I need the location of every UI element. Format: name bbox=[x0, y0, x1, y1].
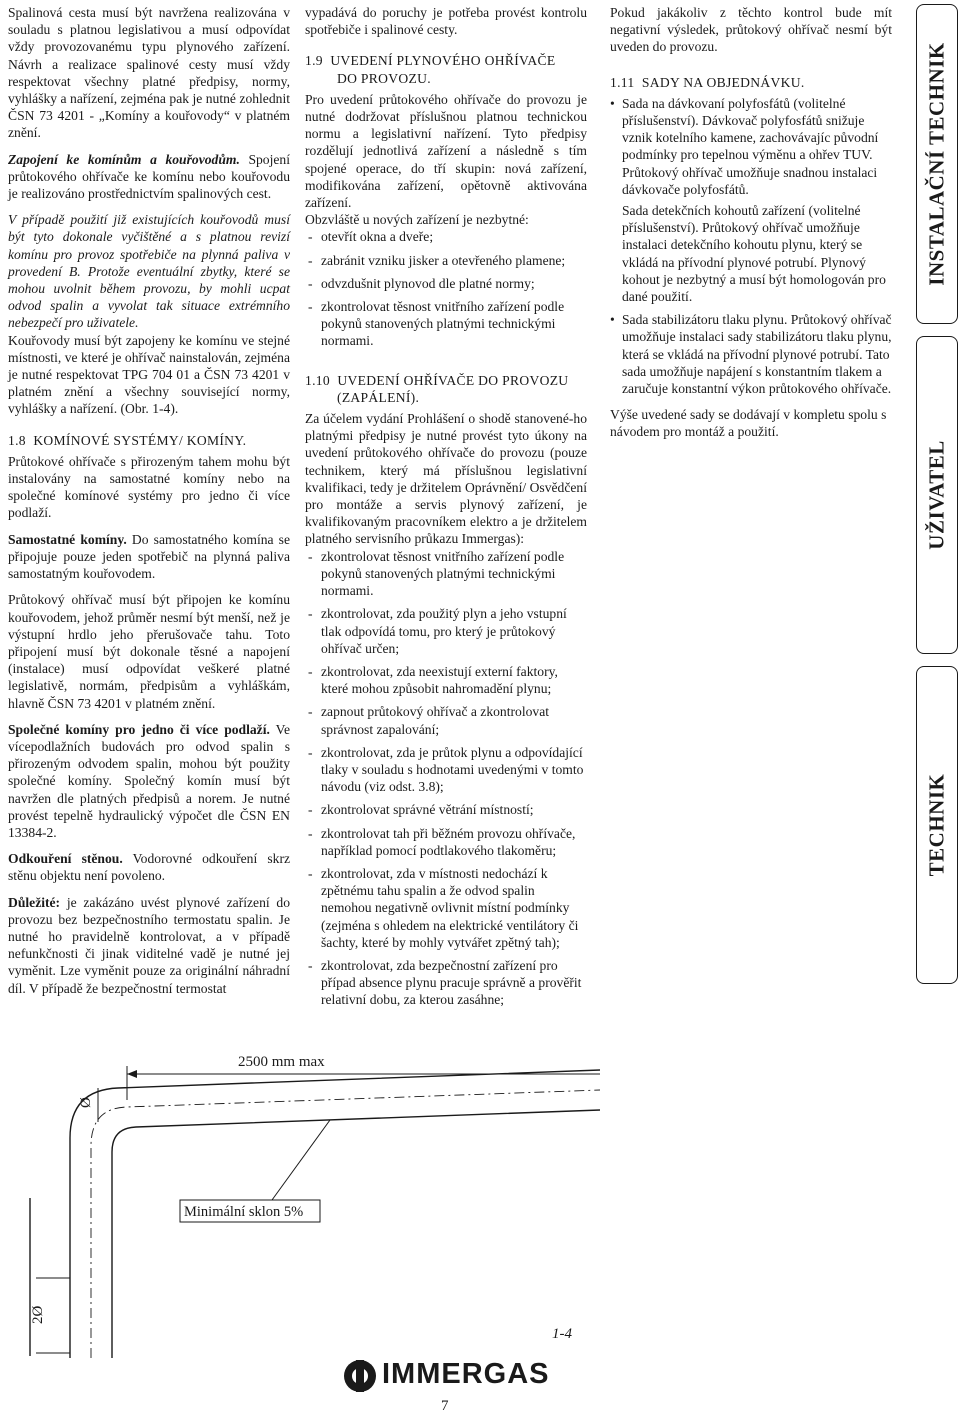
list-item: • Sada na dávkovaní polyfosfátů (volitelné příslušenství). Dávkovač polyfosfátů snižuje vznik kotelního kamene, zachovávajíc původní podmínky pro tepelnou výměnu a ohřev TUV. Průtokový ohřívač umožňuje snadnou instalaci dávkovače polyfosfátů. bbox=[610, 95, 892, 198]
rise-label: 2Ø bbox=[30, 1305, 46, 1324]
slope-leader-line bbox=[272, 1120, 330, 1200]
paragraph: vypadává do poruchy je potřeba provést kontrolu spotřebiče i spalinové cesty. bbox=[305, 5, 587, 38]
list-item: - zkontrolovat, zda je průtok plynu a odpovídající tlaky v souladu s hodnotami uvedenými v tomto návodu (viz odst. 3.8); bbox=[305, 744, 587, 796]
paragraph: Spalinová cesta musí být navržena realizována v souladu s platnou legislativou a musí odpovídat vždy provozovanému typu plynového zařízení. Návrh a realizace spalinové cesty musí vždy respektovat všechny platné předpisy, normy, vyhlášky a nařízení, zejména pak je nutné zohlednit ČSN 73 4201 - „Komíny a kouřovody“ v platném znění. bbox=[8, 5, 290, 141]
paragraph: Za účelem vydání Prohlášení o shodě stanovené-ho platnými předpisy je nutné provést tyto úkony na uvedení průtokového ohřívače do provozu (pouze technikem, který má příslušnou legislativní kvalifikaci, tedy je držitelem Oprávnění/ Osvědčení pro montáže a servis plynový zařízení, je kvalifikovaným pracovníkem elektro a je držitelem platného servisního průkazu Immergas): bbox=[305, 411, 587, 547]
separate-text: Do samostatného komína se připojuje pouze jeden spotřebič na plynná paliva samostatným kouřovodem. bbox=[8, 531, 290, 582]
paragraph: Průtokové ohřívače s přirozeným tahem mohu být instalovány na samostatné komíny nebo na společné komínové systémy pro jedno či více podlaží. bbox=[8, 453, 290, 521]
checklist-new-installations bbox=[305, 228, 587, 349]
section-heading-1-10: 1.10 UVEDENÍ OHŘÍVAČE DO PROVOZU (ZAPÁLENÍ). bbox=[305, 372, 569, 405]
connection-title: Zapojení ke komínům a kouřovodům. bbox=[8, 151, 240, 167]
figure-number: 1-4 bbox=[552, 1326, 572, 1342]
section-heading-1-11: 1.11 SADY NA OBJEDNÁVKU. bbox=[610, 74, 805, 90]
paragraph bbox=[8, 531, 290, 583]
diameter-label: Ø bbox=[78, 1097, 94, 1108]
list-item: - zkontrolovat, zda použitý plyn a jeho vstupní tlak odpovídá tomu, pro který je průtokový ohřívač určen; bbox=[305, 605, 587, 657]
list-item: - otevřít okna a dveře; bbox=[305, 228, 587, 245]
list-item: • Sada stabilizátoru tlaku plynu. Průtokový ohřívač umožňuje instalaci sady stabilizátoru tlaku plynu, která se vkládá na přívodní plynové potrubí. Tato sada umožňuje napájení s konstantním tlakem a zaručuje konstantní výkon průtokového ohřívače. bbox=[610, 311, 892, 397]
paragraph: Kouřovody musí být zapojeny ke komínu ve stejné místnosti, ve které je ohřívač nainstalován, zejména je nutné respektovat TPG 704 01 a ČSN 73 4201 v platném znění a všechny související normy, vyhlášky a nařízení. (Obr. 1-4). bbox=[8, 332, 290, 417]
checklist-commissioning bbox=[305, 548, 587, 1009]
column-3 bbox=[610, 4, 892, 441]
kit-list bbox=[610, 95, 892, 198]
section-heading-1-8: 1.8 KOMÍNOVÉ SYSTÉMY/ KOMÍNY. bbox=[8, 432, 247, 448]
column-2 bbox=[305, 4, 587, 1015]
paragraph: Sada detekčních kohoutů zařízení (volitelné příslušenství). Průtokový ohřívač umožňuje instalaci detekčního kohoutu plynu, který se vkládá na přívodní plynové potrubí. Plynový kohout je nezbytný a musí být homologován pro dané použití. bbox=[622, 203, 886, 305]
side-tab-installer: INSTALAČNÍ TECHNIK bbox=[916, 4, 958, 324]
list-item: - zkontrolovat těsnost vnitřního zařízení podle pokynů stanovených platnými technickými normami. bbox=[305, 548, 587, 600]
list-item: - zkontrolovat tah při běžném provozu ohřívače, například pomocí podtlakového tlakoměru; bbox=[305, 825, 587, 859]
paragraph: Obzvláště u nových zařízení je nezbytné: bbox=[305, 212, 529, 228]
side-tab-technician: TECHNIK bbox=[916, 666, 958, 984]
paragraph: Pokud jakákoliv z těchto kontrol bude mít negativní výsledek, průtokový ohřívač nesmí být uveden do provozu. bbox=[610, 5, 892, 55]
logo-text: IMMERGAS bbox=[382, 1358, 550, 1390]
wall-title: Odkouření stěnou. bbox=[8, 851, 123, 867]
shared-title: Společné komíny pro jedno či více podlaží. bbox=[8, 721, 270, 737]
side-tab-user: UŽIVATEL bbox=[916, 336, 958, 654]
arrow-icon bbox=[127, 1070, 137, 1078]
list-item: - zkontrolovat správné větrání místností; bbox=[305, 801, 587, 818]
paragraph: Výše uvedené sady se dodávají v kompletu spolu s návodem pro montáž a použití. bbox=[610, 407, 887, 440]
length-label: 2500 mm max bbox=[238, 1054, 325, 1070]
list-item: - zkontrolovat, zda v místnosti nedochází k zpětnému tahu spalin a že odvod spalin nemohou negativně ovlivnit místní podmínky (zejména s ohledem na elektrické ventilátory či šachty, které by mohly vytvářet zpětný tah); bbox=[305, 865, 587, 951]
paragraph bbox=[8, 721, 290, 841]
list-item: - odvzdušnit plynovod dle platné normy; bbox=[305, 275, 587, 292]
list-item: - zapnout průtokový ohřívač a zkontrolovat správnost zapalování; bbox=[305, 703, 587, 737]
pipe-inner-wall bbox=[112, 1110, 600, 1358]
wall-text: Vodorovné odkouření skrz stěnu objektu není povoleno. bbox=[8, 851, 290, 884]
list-item: - zabránit vzniku jisker a otevřeného plamene; bbox=[305, 252, 587, 269]
list-item: - zkontrolovat, zda bezpečnostní zařízení pro případ absence plynu pracuje správně a prověřit relativní dobu, za kterou zasáhne; bbox=[305, 957, 587, 1009]
connection-text: Spojení průtokového ohřívače ke komínu nebo kouřovodu je realizováno prostřednictvím spalinových cest. bbox=[8, 151, 290, 202]
paragraph bbox=[8, 850, 290, 884]
important-title: Důležité: bbox=[8, 894, 61, 910]
shared-text: Ve vícepodlažních budovách pro odvod spalin s přirozeným odvodem spalin, mohou být použity společné komíny. Společný komín musí být navržen dle platných předpisů a norem. Je nutné provést tepelně hydraulický výpočet dle ČSN EN 13384-2. bbox=[8, 721, 290, 840]
paragraph: Průtokový ohřívač musí být připojen ke komínu kouřovodem, jehož průměr nesmí být menší, než je výstupní hrdlo jeho přerušovače tahu. Toto připojení musí být dokonale těsné a napojení (instalace) musí odpovídat veškeré platné legislativě, normám, předpisům a vyhláškám, hlavně ČSN 73 4201 v platném znění. bbox=[8, 592, 290, 711]
slope-label: Minimální sklon 5% bbox=[184, 1204, 304, 1220]
flue-pipe-diagram bbox=[0, 1028, 600, 1358]
paragraph bbox=[8, 151, 290, 203]
paragraph: Pro uvedení průtokového ohřívače do provozu je nutné dodržovat příslušnou platnou technickou normu a legislativní nařízení. Tyto předpisy rozdělují jednotlivá zařízení a následně s tím spojené operace, do tří skupin: nová zařízení, modifikována zařízení, opětovně aktivována zařízení. bbox=[305, 91, 587, 211]
pipe-centerline bbox=[91, 1090, 600, 1358]
separate-title: Samostatné komíny. bbox=[8, 531, 127, 547]
important-text: je zakázáno uvést plynové zařízení do provozu bez bezpečnostního termostatu spalin. Je nutné ho pravidelně kontrolovat, a v případě nefunkčnosti či jinak viditelné vadě je nutné jej vyměnit. Lze vyměnit pouze za originální náhradní díl. V případě že bezpečnostní termostat bbox=[8, 894, 290, 996]
italic-note: V případě použití již existujících kouřovodů musí být tyto dokonale vyčištěné a s platnou revizí komínu pro provoz spotřebiče na plynná paliva v provedení B. Protože eventuální zbytky, které se mohou uvolnit během provozu, by mohli ucpat odvod spalin a vyvolat tak situace extrémního nebezpečí pro uživatele. bbox=[8, 212, 290, 331]
list-item: - zkontrolovat, zda neexistují externí faktory, které mohou způsobit nahromadění plynu; bbox=[305, 663, 587, 697]
paragraph bbox=[8, 894, 290, 997]
section-heading-1-9: 1.9 UVEDENÍ PLYNOVÉHO OHŘÍVAČE DO PROVOZU. bbox=[305, 53, 556, 86]
list-item: - zkontrolovat těsnost vnitřního zařízení podle pokynů stanovených platnými technickými normami. bbox=[305, 298, 587, 350]
page-number: 7 bbox=[441, 1398, 449, 1414]
kit-list bbox=[610, 311, 892, 397]
column-1 bbox=[8, 4, 290, 997]
